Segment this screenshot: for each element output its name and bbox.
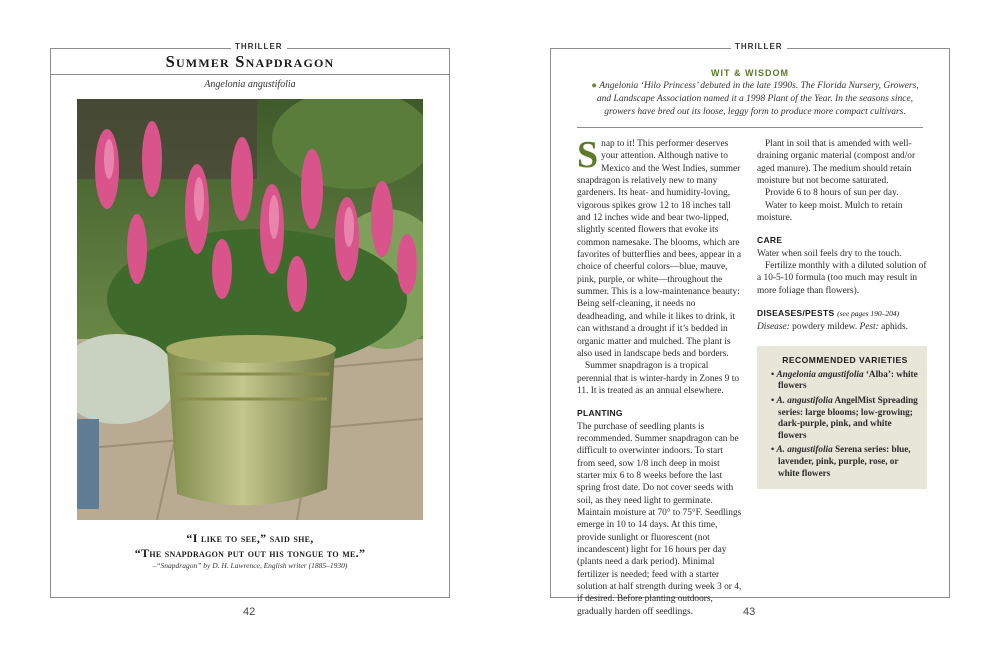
planting-heading: PLANTING [577, 408, 623, 419]
diseases-heading [757, 307, 927, 320]
variety-item [771, 444, 919, 479]
planting-paragraph-4: Water to keep moist. Mulch to retain moisture. [757, 200, 903, 224]
variety-item [771, 369, 919, 392]
variety-name: Angelonia angustifolia [776, 368, 864, 379]
page-title: Summer Snapdragon [165, 51, 335, 71]
variety-description: AngelMist Spreading series: large blooms; low-growing; dark-purple, pink, and white flowers [778, 395, 918, 440]
page-number-right: 43 [743, 606, 756, 618]
diseases-text [757, 321, 927, 333]
bullet-icon: • [771, 444, 775, 455]
variety-name: A. angustifolia [776, 395, 833, 405]
snapdragon-photo-illustration [77, 99, 423, 520]
plant-photo [77, 99, 423, 520]
intro-text-1: nap to it! This performer deserves your attention. Although native to Mexico and the West Indies, summer snapdragon is relatively new to many gardeners. Its heat- and humidity-loving, vigorous spikes grow 12 to 18 inches tall and 12 inches wide and bear two-lipped, slightly scented flowers that evoke its common namesake. The blooms, which are favorites of butterflies and bees, appear in a choice of cheerful colors—blue, mauve, pink, purple, or white—throughout the summer. This is a low-maintenance beauty: Being self-cleaning, it needs no deadheading, and while it likes to drink, it can withstand a drought if it’s bedded in organic matter and mulched. The plant is also used in landscape beds and borders. [577, 139, 741, 359]
column-right [757, 138, 927, 489]
variety-name: A. angustifolia [776, 444, 833, 455]
disease-label: Disease: [757, 322, 790, 333]
drop-cap: S [577, 134, 599, 176]
section-tag-left: THRILLER [231, 42, 287, 51]
pest-label: Pest: [859, 322, 879, 333]
quote-citation: –“Snapdragon” by D. H. Lawrence, English writer (1885–1930) [152, 561, 348, 570]
care-paragraph-2: Fertilize monthly with a diluted solution of a 10-5-10 formula (too much may result in more foliage than flowers). [757, 261, 927, 296]
bullet-icon: • [771, 395, 775, 405]
planting-paragraph-1: The purchase of seedling plants is recommended. Summer snapdragon can be difficult to overwinter indoors. To start from seed, sow 1/8 inch deep in moist starter mix 6 to 8 weeks before the last spring frost date. Do not cover seeds with soil, as they need light to germinate. Maintain moisture at 70° to 75°F. Seedlings emerge in 10 to 14 days. At this time, provide sunlight or fluorescent (not incandescent) light for 16 hours per day (plants need a dark period). Minimal fertilizer is needed; feed with a starter solution at half strength during week 3 or 4, if desired. Before planting outdoors, gradually harden off seedlings. [577, 421, 742, 617]
title-band [51, 49, 449, 75]
wit-wisdom-body: Angelonia ‘Hilo Princess’ debuted in the late 1990s. The Florida Nursery, Growers, and Landscape Association named it a 1998 Plant of the Year. In the seasons since, growers have bred out its loose, leggy form to produce more compact cultivars. [596, 81, 919, 117]
planting-paragraph-2: Plant in soil that is amended with well-draining organic material (compost and/or aged manure). The medium should retain moisture but not become saturated. [757, 139, 916, 187]
quote-line-1: “I like to see,” said she, [186, 531, 314, 545]
planting-paragraph-3: Provide 6 to 8 hours of sun per day. [765, 188, 899, 199]
latin-name: Angelonia angustifolia [204, 79, 296, 90]
bullet-icon: • [771, 368, 775, 379]
pest-value: aphids. [881, 322, 908, 333]
divider [577, 127, 923, 128]
variety-description: ‘Alba’: white flowers [778, 368, 918, 391]
wit-wisdom-heading: WIT & WISDOM [711, 68, 789, 78]
diseases-page-ref: (see pages 190–204) [837, 309, 900, 319]
quote [51, 531, 449, 561]
section-tag-right: THRILLER [731, 42, 787, 51]
wit-wisdom-text [587, 80, 923, 118]
diseases-heading-text: DISEASES/PESTS [757, 308, 835, 319]
variety-item [771, 395, 919, 441]
quote-line-2: “The snapdragon put out his tongue to me.” [134, 546, 366, 560]
intro-paragraph-1 [577, 134, 743, 360]
column-left [577, 134, 743, 618]
disease-value: powdery mildew. [792, 322, 858, 333]
intro-paragraph-2: Summer snapdragon is a tropical perennial that is winter-hardy in Zones 9 to 11. It is treated as an annual elsewhere. [577, 361, 740, 396]
care-heading: CARE [757, 235, 783, 246]
page-number-left: 42 [243, 606, 256, 618]
variety-description: Serena series: blue, lavender, pink, purple, rose, or white flowers [778, 444, 911, 478]
bullet-icon: ● [591, 81, 598, 91]
left-page [50, 48, 450, 598]
care-paragraph-1: Water when soil feels dry to the touch. [757, 248, 902, 259]
recommended-heading: RECOMMENDED VARIETIES [782, 354, 908, 365]
recommended-varieties-box [757, 346, 927, 489]
